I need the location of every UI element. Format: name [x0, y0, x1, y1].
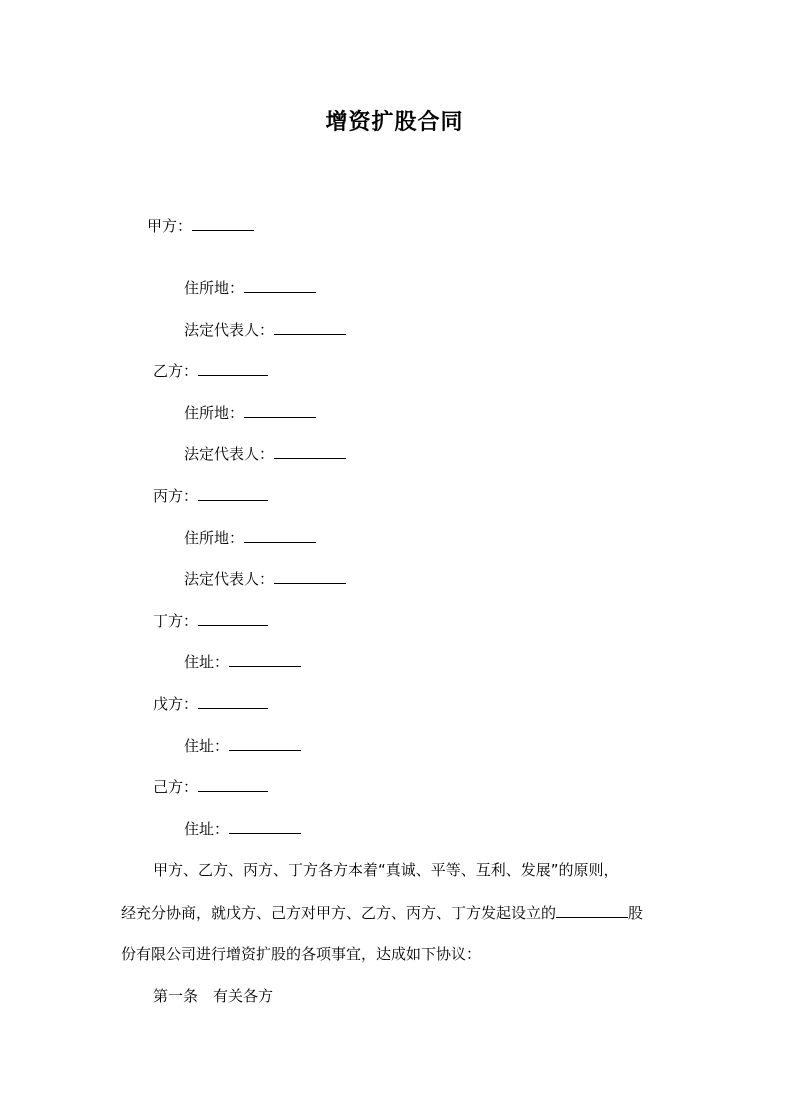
party-f-line: [153, 777, 268, 797]
party-d-line: [153, 611, 268, 631]
party-d-address-line: [184, 652, 301, 672]
party-b-rep-label: 法定代表人：: [184, 445, 275, 463]
party-a-label: 甲方：: [147, 217, 193, 235]
party-c-blank: [198, 486, 268, 501]
party-b-blank: [198, 361, 268, 376]
party-b-rep-line: [184, 444, 346, 464]
intro-line-3: 份有限公司进行增资扩股的各项事宜，达成如下协议：: [121, 945, 482, 963]
party-a-address-label: 住所地：: [184, 279, 245, 297]
party-a-blank: [192, 216, 254, 231]
party-b-rep-blank: [274, 444, 346, 459]
intro-line-2-text: 经充分协商，就戊方、己方对甲方、乙方、丙方、丁方发起设立的: [121, 904, 557, 922]
party-b-line: [153, 361, 268, 381]
document-title: 增资扩股合同: [325, 109, 464, 135]
party-d-address-label: 住址：: [184, 653, 230, 671]
company-name-blank: [556, 903, 628, 918]
party-e-label: 戊方：: [153, 695, 199, 713]
party-d-label: 丁方：: [153, 612, 199, 630]
party-e-address-label: 住址：: [184, 737, 230, 755]
party-b-address-line: [184, 403, 316, 423]
party-a-rep-label: 法定代表人：: [184, 321, 275, 339]
party-f-address-line: [184, 819, 301, 839]
party-b-label: 乙方：: [153, 362, 199, 380]
intro-line-1: 甲方、乙方、丙方、丁方各方本着“真诚、平等、互利、发展”的原则，: [153, 861, 619, 879]
party-a-address-line: [184, 278, 316, 298]
party-a-rep-line: [184, 320, 346, 340]
party-d-blank: [198, 611, 268, 626]
party-a-address-blank: [244, 278, 316, 293]
party-c-address-label: 住所地：: [184, 529, 245, 547]
party-c-address-blank: [244, 528, 316, 543]
party-f-label: 己方：: [153, 778, 199, 796]
party-e-line: [153, 694, 268, 714]
party-a-line: [147, 216, 254, 236]
party-d-address-blank: [229, 652, 301, 667]
party-c-address-line: [184, 528, 316, 548]
party-e-address-blank: [229, 736, 301, 751]
party-c-rep-blank: [274, 569, 346, 584]
party-a-rep-blank: [274, 320, 346, 335]
party-f-blank: [198, 777, 268, 792]
article-1-heading: 第一条 有关各方: [153, 987, 274, 1005]
party-c-rep-line: [184, 569, 346, 589]
party-f-address-label: 住址：: [184, 820, 230, 838]
party-c-rep-label: 法定代表人：: [184, 570, 275, 588]
party-b-address-label: 住所地：: [184, 404, 245, 422]
party-f-address-blank: [229, 819, 301, 834]
party-b-address-blank: [244, 403, 316, 418]
party-e-address-line: [184, 736, 301, 756]
party-c-line: [153, 486, 268, 506]
intro-line-2: [121, 903, 643, 923]
party-e-blank: [198, 694, 268, 709]
party-c-label: 丙方：: [153, 487, 199, 505]
intro-line-2-end: 股: [628, 904, 644, 922]
